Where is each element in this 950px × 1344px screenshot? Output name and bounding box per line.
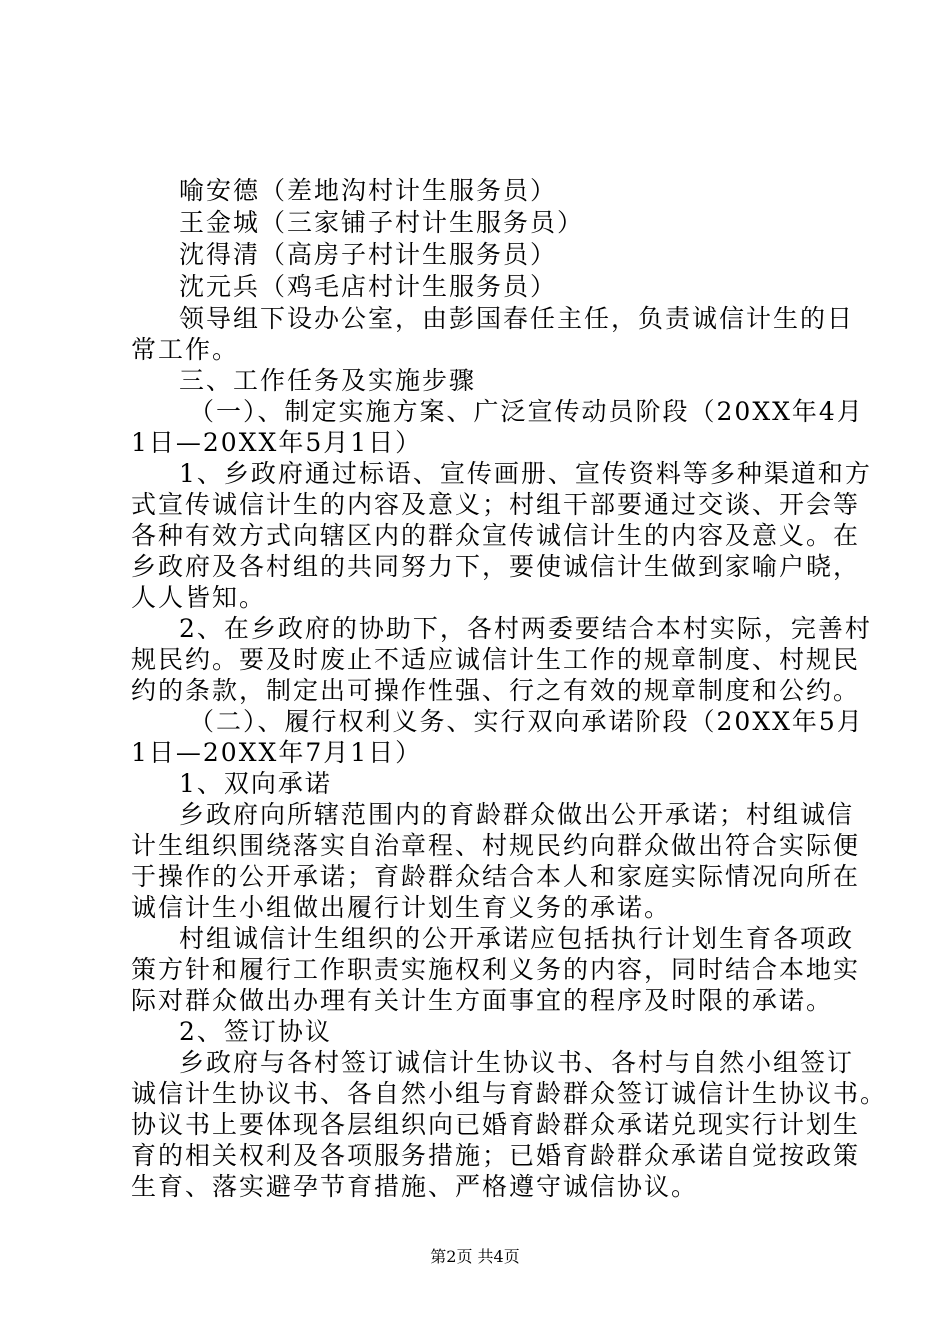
item-heading: 2、签订协议 — [179, 1017, 332, 1046]
text-line: 各种有效方式向辖区内的群众宣传诚信计生的内容及意义。在 — [131, 521, 861, 550]
text-line: 1日—20XX年7月1日） — [131, 738, 423, 767]
text-line: 喻安德（差地沟村计生服务员） — [179, 176, 558, 205]
text-line: 乡政府及各村组的共同努力下，要使诚信计生做到家喻户晓， — [131, 552, 861, 581]
text-line: 计生组织围绕落实自治章程、村规民约向群众做出符合实际便 — [131, 831, 861, 860]
text-line: 诚信计生协议书、各自然小组与育龄群众签订诚信计生协议书。 — [131, 1079, 888, 1108]
text-line: 2、在乡政府的协助下，各村两委要结合本村实际，完善村 — [179, 614, 872, 643]
text-line: 沈得清（高房子村计生服务员） — [179, 240, 558, 269]
item-heading: 1、双向承诺 — [179, 769, 332, 798]
text-line: 沈元兵（鸡毛店村计生服务员） — [179, 272, 558, 301]
text-line: 育的相关权利及各项服务措施；已婚育龄群众承诺自觉按政策 — [131, 1141, 861, 1170]
section-heading: 三、工作任务及实施步骤 — [179, 366, 477, 395]
text-line: 生育、落实避孕节育措施、严格遵守诚信协议。 — [131, 1172, 699, 1201]
text-line: 常工作。 — [131, 335, 240, 364]
text-line: 策方针和履行工作职责实施权利义务的内容，同时结合本地实 — [131, 955, 861, 984]
text-line: 约的条款，制定出可操作性强、行之有效的规章制度和公约。 — [131, 676, 861, 705]
text-line: 规民约。要及时废止不适应诚信计生工作的规章制度、村规民 — [131, 645, 861, 674]
subsection-heading: （一）、制定实施方案、广泛宣传动员阶段（20XX年4月 — [189, 397, 864, 426]
text-line: 式宣传诚信计生的内容及意义；村组干部要通过交谈、开会等 — [131, 490, 861, 519]
text-line: 于操作的公开承诺；育龄群众结合本人和家庭实际情况向所在 — [131, 862, 861, 891]
text-line: 1日—20XX年5月1日） — [131, 428, 423, 457]
text-line: 领导组下设办公室，由彭国春任主任，负责诚信计生的日 — [179, 304, 855, 333]
text-line: 村组诚信计生组织的公开承诺应包括执行计划生育各项政 — [179, 924, 855, 953]
text-line: 乡政府向所辖范围内的育龄群众做出公开承诺；村组诚信 — [179, 800, 855, 829]
page-number-footer: 第2页 共4页 — [430, 1247, 520, 1266]
text-line: 诚信计生小组做出履行计划生育义务的承诺。 — [131, 893, 672, 922]
text-line: 1、乡政府通过标语、宣传画册、宣传资料等多种渠道和方 — [179, 459, 872, 488]
text-line: 人人皆知。 — [131, 583, 267, 612]
subsection-heading: （二）、履行权利义务、实行双向承诺阶段（20XX年5月 — [189, 707, 864, 736]
text-line: 际对群众做出办理有关计生方面事宜的程序及时限的承诺。 — [131, 986, 834, 1015]
text-line: 乡政府与各村签订诚信计生协议书、各村与自然小组签订 — [179, 1048, 855, 1077]
text-line: 王金城（三家铺子村计生服务员） — [179, 208, 585, 237]
text-line: 协议书上要体现各层组织向已婚育龄群众承诺兑现实行计划生 — [131, 1110, 861, 1139]
